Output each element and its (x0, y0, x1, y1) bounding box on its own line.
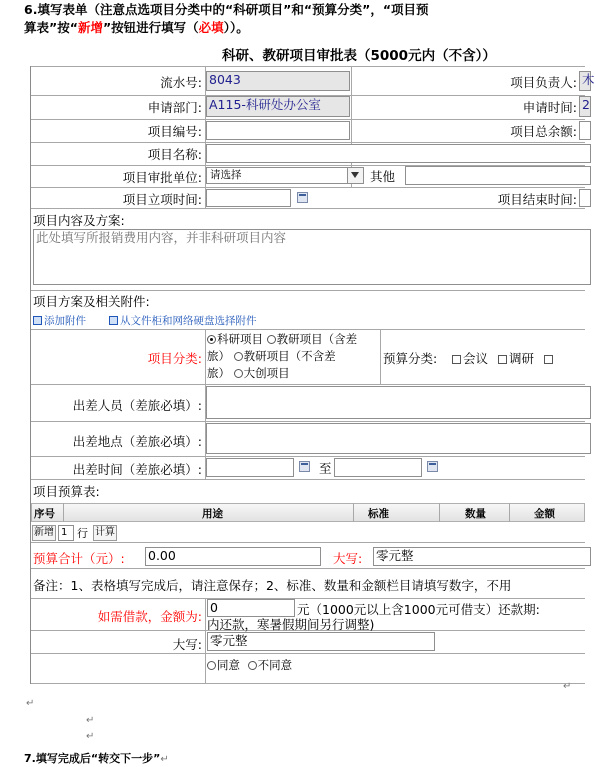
grid-line (31, 568, 585, 569)
budget-checkbox-research[interactable] (498, 355, 507, 364)
grid-line (31, 542, 585, 543)
budget-col-header: 用途 (202, 508, 223, 520)
instruction-required-highlight: 必填 (198, 20, 224, 35)
row-count-field[interactable]: 1 (58, 525, 74, 541)
uppercase2-field[interactable]: 零元整 (207, 632, 435, 651)
category-option-label: 旅） (207, 366, 230, 380)
folder-icon (109, 316, 118, 325)
other-label: 其他 (370, 169, 396, 184)
other-unit-field[interactable] (405, 166, 591, 185)
category-option-label: 科研项目 (217, 332, 263, 346)
budget-category-label: 预算分类: (383, 351, 438, 366)
trip-person-label: 出差人员（差旅必填）: (72, 398, 202, 413)
trip-place-label: 出差地点（差旅必填）: (72, 434, 202, 449)
grid-line (31, 384, 585, 385)
uppercase2-label: 大写: (172, 637, 202, 652)
grid-line (31, 66, 585, 67)
grid-line (31, 456, 585, 457)
grid-line (439, 503, 440, 522)
category-radio-teaching-trip[interactable] (267, 335, 276, 344)
apply-time-label: 申请时间: (522, 100, 577, 115)
instruction-new-highlight: 新增 (77, 20, 103, 35)
category-line-3 (207, 365, 377, 382)
grid-line (205, 598, 206, 683)
project-name-field[interactable] (206, 144, 591, 163)
dept-label: 申请部门: (147, 100, 202, 115)
add-attachment-link[interactable] (33, 313, 86, 328)
calendar-icon[interactable] (427, 461, 438, 472)
step7-number: 7. (24, 752, 36, 765)
borrow-text-1: 元（1000元以上含1000元可借支）还款期: (297, 602, 540, 617)
uppercase-label: 大写: (333, 551, 363, 566)
trip-end-field[interactable] (334, 458, 422, 477)
grid-line (31, 479, 585, 480)
borrow-label: 如需借款，金额为: (97, 609, 202, 624)
add-row-button[interactable]: 新增 (32, 525, 56, 541)
grid-line (31, 290, 585, 291)
paragraph-mark: ↵ (86, 715, 95, 726)
paragraph-mark: ↵ (86, 731, 95, 742)
content-label: 项目内容及方案: (33, 213, 125, 228)
grid-line (509, 503, 510, 522)
category-radio-group (207, 331, 377, 382)
approval-radio-group (207, 657, 292, 673)
calculate-button[interactable]: 计算 (93, 525, 117, 541)
leader-label: 项目负责人: (510, 75, 577, 90)
budget-checkbox-more[interactable] (544, 355, 553, 364)
approve-unit-selected: 请选择 (210, 169, 242, 181)
budget-col-header: 标准 (368, 508, 389, 520)
agree-radio[interactable] (207, 661, 216, 670)
calendar-icon[interactable] (299, 461, 310, 472)
budget-table-label: 项目预算表: (33, 484, 100, 499)
project-no-field[interactable] (206, 121, 350, 140)
total-balance-label: 项目总余额: (510, 124, 577, 139)
instruction-line1 (24, 2, 429, 18)
grid-line (31, 421, 585, 422)
approve-unit-label: 项目审批单位: (122, 170, 202, 185)
trip-to-label: 至 (319, 461, 332, 476)
attach-from-cabinet-text: 从文件柜和网络硬盘选择附件 (120, 315, 257, 327)
calendar-icon[interactable] (297, 192, 308, 203)
borrow-amount-field[interactable]: 0 (207, 599, 295, 617)
grid-line (31, 119, 585, 120)
project-no-label: 项目编号: (147, 124, 202, 139)
serial-field[interactable]: 8043 (206, 71, 350, 91)
instruction-text-1: 填写表单（注意点选项目分类中的“科研项目”和“预算分类”，“项目预 (37, 2, 429, 17)
budget-option-label: 会议 (463, 351, 489, 366)
step7-text-c: ” (153, 752, 161, 765)
uppercase-field[interactable]: 零元整 (373, 547, 591, 566)
instruction-step-number: 6. (24, 2, 38, 17)
total-balance-field[interactable] (579, 121, 591, 140)
paragraph-mark: ↵ (26, 698, 35, 709)
approval-form (30, 66, 595, 684)
note-text: 备注：1、表格填写完成后，请注意保存；2、标准、数量和金额栏目请填写数字，不用 (33, 578, 512, 593)
trip-start-field[interactable] (206, 458, 294, 477)
category-radio-research[interactable] (207, 335, 216, 344)
budget-total-field[interactable]: 0.00 (145, 547, 321, 566)
start-time-field[interactable] (206, 189, 291, 207)
budget-checkbox-meeting[interactable] (452, 355, 461, 364)
grid-line (31, 683, 585, 684)
category-radio-innovation[interactable] (234, 369, 243, 378)
budget-col-header: 金额 (534, 508, 555, 520)
serial-label: 流水号: (160, 75, 202, 90)
category-radio-teaching-notrip[interactable] (234, 352, 243, 361)
leader-field[interactable]: 木 (579, 71, 591, 91)
instruction-text-2b: ”按钮进行填写（ (102, 20, 199, 35)
dept-field[interactable]: A115-科研处办公室 (206, 96, 350, 117)
grid-line (31, 142, 585, 143)
category-line-2 (207, 348, 377, 365)
instruction-line2 (24, 20, 249, 36)
chevron-down-icon (347, 168, 363, 183)
step7-instruction (24, 750, 169, 766)
content-textarea[interactable]: 此处填写所报销费用内容，并非科研项目内容 (33, 229, 591, 285)
approve-unit-select[interactable] (206, 167, 364, 184)
apply-time-field[interactable]: 2 (579, 96, 591, 117)
trip-place-field[interactable] (206, 423, 591, 454)
grid-line (31, 329, 585, 330)
grid-line (31, 187, 585, 188)
grid-line (63, 503, 64, 522)
step7-text-a: 填写完成后“ (35, 752, 99, 765)
grid-line (31, 598, 585, 599)
budget-table-header (31, 503, 585, 522)
category-option-label: 教研项目（含差 (276, 332, 358, 346)
disagree-label: 不同意 (257, 658, 293, 672)
paragraph-mark: ↵ (563, 681, 572, 692)
agree-label: 同意 (217, 658, 240, 672)
instruction-text-2c: ））。 (223, 20, 249, 35)
attachment-icon (33, 316, 42, 325)
step7-text-b: 转交下一步 (98, 752, 154, 765)
category-line-1 (207, 331, 377, 348)
grid-line (31, 653, 585, 654)
start-time-label: 项目立项时间: (122, 192, 202, 207)
form-title: 科研、教研项目审批表（5000元内（不含）） (222, 48, 496, 64)
disagree-radio[interactable] (248, 661, 257, 670)
category-option-label: 教研项目（不含差 (243, 349, 336, 363)
trip-time-label: 出差时间（差旅必填）: (72, 462, 202, 477)
row-unit-label: 行 (77, 527, 88, 540)
project-name-label: 项目名称: (147, 147, 202, 162)
grid-line (380, 329, 381, 384)
grid-line (31, 208, 585, 209)
category-option-label: 大创项目 (243, 366, 290, 380)
trip-person-field[interactable] (206, 386, 591, 419)
category-option-label: 旅） (207, 349, 230, 363)
budget-category-group (452, 349, 555, 367)
grid-line (353, 503, 354, 522)
borrow-text-2: 内还款，寒暑假期间另行调整) (207, 617, 375, 632)
attach-from-cabinet-link[interactable] (109, 313, 257, 328)
category-label: 项目分类: (147, 351, 202, 366)
attachments-label: 项目方案及相关附件: (33, 294, 150, 309)
budget-col-header: 序号 (34, 508, 55, 520)
add-attachment-text: 添加附件 (44, 315, 86, 327)
budget-option-label: 调研 (509, 351, 535, 366)
budget-total-label: 预算合计（元）: (33, 551, 125, 566)
budget-col-header: 数量 (465, 508, 486, 520)
end-time-label: 项目结束时间: (497, 192, 577, 207)
paragraph-mark: ↵ (160, 754, 169, 765)
end-time-field[interactable] (579, 189, 591, 207)
instruction-text-2a: 算表”按“ (24, 20, 78, 35)
